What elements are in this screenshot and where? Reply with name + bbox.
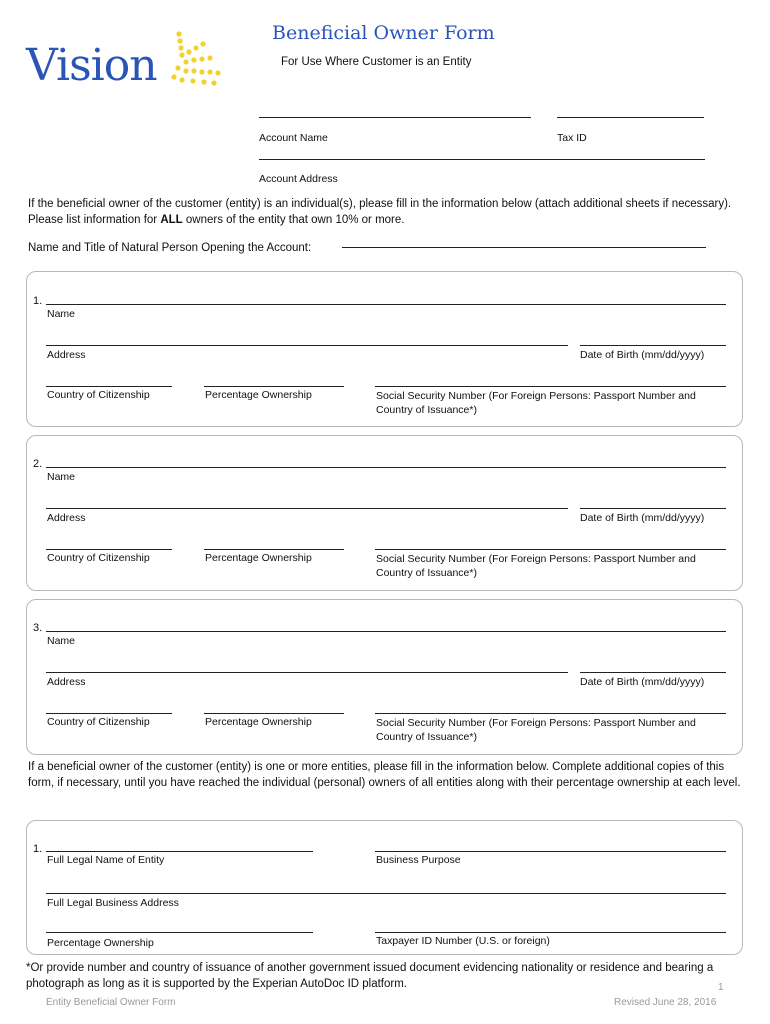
owner-ownership-field[interactable] bbox=[204, 549, 344, 550]
form-title: Beneficial Owner Form bbox=[272, 22, 495, 44]
individual-instructions: If the beneficial owner of the customer (entity) is an individual(s), please fill in the information below (attach additional sheets if necessary). Please list information for ALL owners of the entity that own 10% or more. bbox=[28, 198, 732, 226]
owner-ssn-field[interactable] bbox=[375, 549, 726, 550]
owner-ssn-field[interactable] bbox=[375, 713, 726, 714]
owner-ssn-label: Social Security Number (For Foreign Persons: Passport Number and Country of Issuance*) bbox=[376, 390, 696, 416]
owner-address-field[interactable] bbox=[46, 508, 568, 509]
owner-dob-field[interactable] bbox=[580, 508, 726, 509]
owner-address-label: Address bbox=[47, 512, 86, 524]
owner-dob-label: Date of Birth (mm/dd/yyyy) bbox=[580, 349, 705, 361]
owner-name-field[interactable] bbox=[46, 304, 726, 305]
tax-id-label: Tax ID bbox=[557, 132, 587, 144]
owner-ownership-label: Percentage Ownership bbox=[205, 389, 312, 401]
owner-address-label: Address bbox=[47, 676, 86, 688]
entity-business-address-field[interactable] bbox=[46, 893, 726, 894]
entity-ownership-label: Percentage Ownership bbox=[47, 937, 154, 949]
entity-number: 1. bbox=[33, 843, 43, 855]
natural-person-label: Name and Title of Natural Person Opening the Account: bbox=[28, 242, 312, 254]
owner-name-field[interactable] bbox=[46, 631, 726, 632]
owner-name-field[interactable] bbox=[46, 467, 726, 468]
page-number: 1 bbox=[718, 982, 724, 993]
natural-person-field[interactable] bbox=[342, 247, 706, 248]
owner-dob-label: Date of Birth (mm/dd/yyyy) bbox=[580, 676, 705, 688]
account-name-field[interactable] bbox=[259, 117, 531, 118]
tax-id-field[interactable] bbox=[557, 117, 704, 118]
account-address-label: Account Address bbox=[259, 173, 338, 185]
entity-business-purpose-label: Business Purpose bbox=[376, 854, 461, 866]
owner-address-field[interactable] bbox=[46, 345, 568, 346]
account-name-label: Account Name bbox=[259, 132, 328, 144]
owner-number: 1. bbox=[33, 295, 43, 307]
entity-taxpayer-id-label: Taxpayer ID Number (U.S. or foreign) bbox=[376, 935, 550, 947]
owner-name-label: Name bbox=[47, 308, 76, 320]
logo-wordmark: Vision bbox=[26, 40, 157, 91]
owner-dob-field[interactable] bbox=[580, 672, 726, 673]
owner-number: 3. bbox=[33, 622, 43, 634]
footnote: *Or provide number and country of issuance of another government issued document evidencing nationality or residence and bearing a photograph as long as it is supported by the Experian AutoDoc ID platform. bbox=[26, 962, 714, 990]
owner-citizenship-field[interactable] bbox=[46, 549, 172, 550]
owner-address-field[interactable] bbox=[46, 672, 568, 673]
owner-address-label: Address bbox=[47, 349, 86, 361]
owner-dob-label: Date of Birth (mm/dd/yyyy) bbox=[580, 512, 705, 524]
owner-ownership-field[interactable] bbox=[204, 386, 344, 387]
owner-citizenship-label: Country of Citizenship bbox=[47, 552, 150, 564]
logo-dots-icon bbox=[166, 30, 226, 88]
entity-ownership-field[interactable] bbox=[46, 932, 313, 933]
entity-legal-name-field[interactable] bbox=[46, 851, 313, 852]
owner-ownership-label: Percentage Ownership bbox=[205, 552, 312, 564]
footer-revision-date: Revised June 28, 2016 bbox=[614, 997, 717, 1008]
owner-ownership-label: Percentage Ownership bbox=[205, 716, 312, 728]
entity-instructions: If a beneficial owner of the customer (entity) is one or more entities, please fill in the information below. Complete additional copies of this form, if necessary, until you have reached the individual (personal) owners of all entities along with their percentage ownership at each level. bbox=[28, 761, 741, 789]
owner-dob-field[interactable] bbox=[580, 345, 726, 346]
owner-citizenship-field[interactable] bbox=[46, 713, 172, 714]
owner-ssn-label: Social Security Number (For Foreign Persons: Passport Number and Country of Issuance*) bbox=[376, 553, 696, 579]
entity-business-purpose-field[interactable] bbox=[375, 851, 726, 852]
owner-number: 2. bbox=[33, 458, 43, 470]
owner-ssn-field[interactable] bbox=[375, 386, 726, 387]
owner-name-label: Name bbox=[47, 635, 76, 647]
owner-ssn-label: Social Security Number (For Foreign Persons: Passport Number and Country of Issuance*) bbox=[376, 717, 696, 743]
owner-name-label: Name bbox=[47, 471, 76, 483]
footer-form-name: Entity Beneficial Owner Form bbox=[46, 997, 176, 1008]
account-address-field[interactable] bbox=[259, 159, 705, 160]
owner-ownership-field[interactable] bbox=[204, 713, 344, 714]
entity-taxpayer-id-field[interactable] bbox=[375, 932, 726, 933]
entity-business-address-label: Full Legal Business Address bbox=[47, 897, 179, 909]
form-subtitle: For Use Where Customer is an Entity bbox=[281, 56, 472, 68]
entity-legal-name-label: Full Legal Name of Entity bbox=[47, 854, 165, 866]
owner-citizenship-label: Country of Citizenship bbox=[47, 716, 150, 728]
owner-citizenship-label: Country of Citizenship bbox=[47, 389, 150, 401]
owner-citizenship-field[interactable] bbox=[46, 386, 172, 387]
